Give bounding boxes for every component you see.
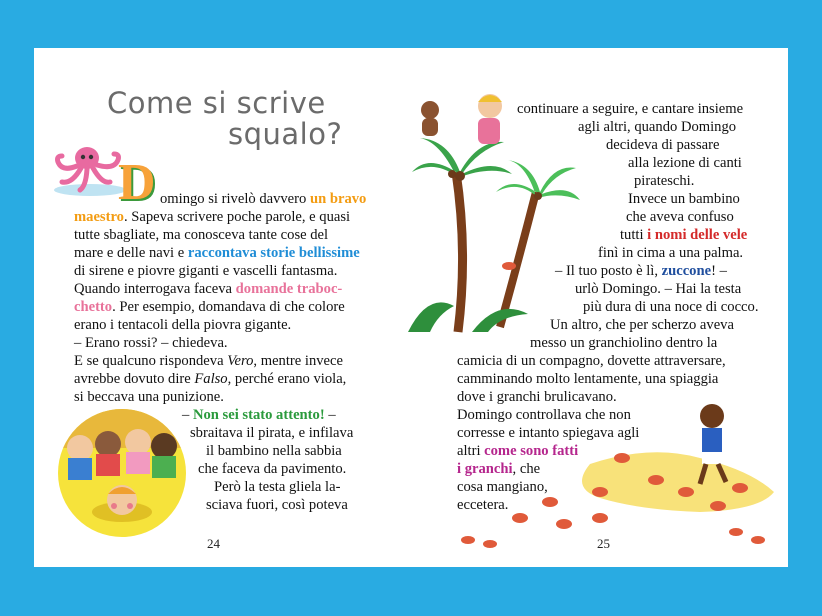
text-line: erano i tentacoli della piovra gigante. (74, 317, 292, 333)
text-line: che aveva confuso (626, 209, 734, 225)
page-number: 25 (597, 536, 610, 551)
text-line: sbraitava il pirata, e infilava (190, 425, 354, 441)
text-line: – Erano rossi? – chiedeva. (74, 335, 228, 351)
text-line: avrebbe dovuto dire Falso, perché erano viola, (74, 371, 347, 387)
drop-cap: D (118, 154, 156, 211)
page-number: 24 (207, 536, 220, 551)
chapter-title-line2: squalo? (228, 117, 343, 151)
text-line: Quando interrogava faceva domande traboc- (74, 281, 343, 297)
text-line: i granchi, che (457, 461, 541, 477)
text-line: pirateschi. (634, 173, 695, 189)
text-line: sciava fuori, così poteva (206, 497, 348, 513)
palm-trees-illustration (408, 92, 583, 340)
text-line: urlò Domingo. – Hai la testa (575, 281, 742, 297)
text-line: Un altro, che per scherzo aveva (550, 317, 734, 333)
text-line: omingo si rivelò davvero un bravo (160, 191, 367, 207)
text-line: – Non sei stato attento! – (182, 407, 336, 423)
text-line: finì in cima a una palma. (598, 245, 744, 261)
text-line: chetto. Per esempio, domandava di che colore (74, 299, 345, 315)
chapter-title-line1: Come si scrive (107, 86, 326, 120)
text-line: tutte sbagliate, ma conosceva tante cose del (74, 227, 329, 243)
text-line: E se qualcuno rispondeva Vero, mentre invece (74, 353, 343, 369)
text-line: mare e delle navi e raccontava storie bellissime (74, 245, 360, 261)
text-line: più dura di una noce di cocco. (583, 299, 759, 315)
text-line: dove i granchi brulicavano. (457, 389, 617, 405)
text-line: camicia di un compagno, dovette attraversare, (457, 353, 726, 369)
text-line: maestro. Sapeva scrivere poche parole, e quasi (74, 209, 351, 225)
text-line: camminando molto lentamente, una spiaggia (457, 371, 719, 387)
text-line: alla lezione di canti (628, 155, 742, 171)
text-line: decideva di passare (606, 137, 720, 153)
children-in-sand-illustration (52, 408, 192, 538)
text-line: Invece un bambino (628, 191, 740, 207)
text-line: che faceva da pavimento. (198, 461, 347, 477)
beach-crabs-illustration (450, 394, 788, 554)
text-line: si beccava una punizione. (74, 389, 224, 405)
text-line: altri come sono fatti (457, 443, 579, 459)
text-line: continuare a seguire, e cantare insieme (517, 101, 744, 117)
text-line: corresse e intanto spiegava agli (457, 425, 640, 441)
text-line: messo un granchiolino dentro la (530, 335, 718, 351)
crab-icon (500, 258, 518, 272)
text-line: – Il tuo posto è lì, zuccone! – (555, 263, 727, 279)
text-line: eccetera. (457, 497, 509, 513)
text-line: Domingo controllava che non (457, 407, 631, 423)
text-line: cosa mangiano, (457, 479, 548, 495)
text-line: di sirene e piovre giganti e vascelli fantasma. (74, 263, 338, 279)
text-line: Però la testa gliela la- (214, 479, 341, 495)
text-line: il bambino nella sabbia (206, 443, 342, 459)
text-line: tutti i nomi delle vele (620, 227, 748, 243)
text-line: agli altri, quando Domingo (578, 119, 737, 135)
